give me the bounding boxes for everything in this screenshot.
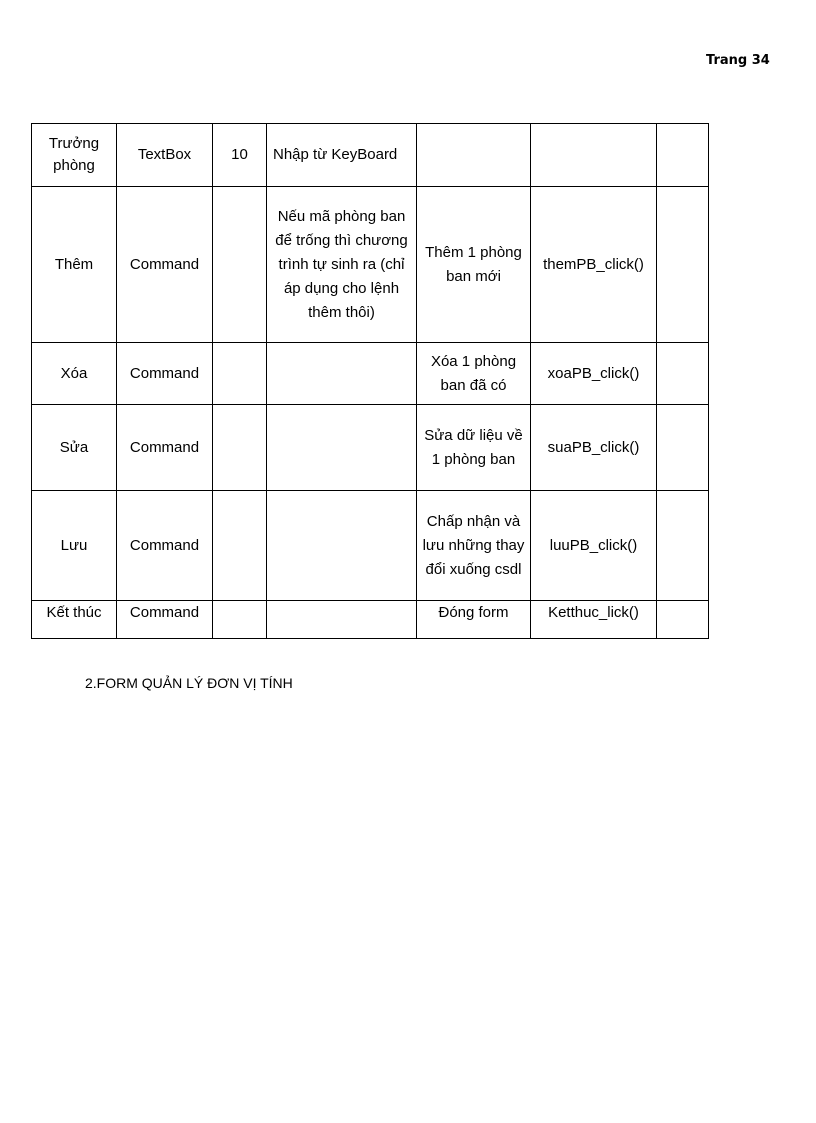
- cell-function: Xóa 1 phòng ban đã có: [417, 343, 531, 405]
- cell-note: [267, 601, 417, 639]
- cell-event: suaPB_click(): [531, 405, 657, 491]
- cell-name: Trưởng phòng: [32, 124, 117, 187]
- cell-event: xoaPB_click(): [531, 343, 657, 405]
- cell-name: Thêm: [32, 187, 117, 343]
- cell-size: [213, 187, 267, 343]
- cell-name: Sửa: [32, 405, 117, 491]
- page-number: Trang 34: [706, 53, 770, 68]
- table-row: [32, 343, 709, 405]
- cell-note: Nhập từ KeyBoard: [267, 124, 417, 187]
- cell-event: themPB_click(): [531, 187, 657, 343]
- cell-size: [213, 343, 267, 405]
- cell-extra: [657, 405, 709, 491]
- cell-function: Sửa dữ liệu về 1 phòng ban: [417, 405, 531, 491]
- cell-size: [213, 405, 267, 491]
- cell-function: Đóng form: [417, 601, 531, 639]
- control-spec-table: [31, 123, 709, 639]
- cell-extra: [657, 187, 709, 343]
- table-row: [32, 187, 709, 343]
- table-row: [32, 124, 709, 187]
- cell-event: Ketthuc_lick(): [531, 601, 657, 639]
- cell-extra: [657, 491, 709, 601]
- cell-note: [267, 405, 417, 491]
- cell-note: [267, 343, 417, 405]
- cell-event: [531, 124, 657, 187]
- table-row: [32, 601, 709, 639]
- table-row: [32, 405, 709, 491]
- cell-extra: [657, 601, 709, 639]
- cell-note: Nếu mã phòng ban để trống thì chương trình tự sinh ra (chỉ áp dụng cho lệnh thêm thôi): [267, 187, 417, 343]
- cell-function: Chấp nhận và lưu những thay đổi xuống csdl: [417, 491, 531, 601]
- cell-event: luuPB_click(): [531, 491, 657, 601]
- cell-type: TextBox: [117, 124, 213, 187]
- cell-extra: [657, 124, 709, 187]
- cell-type: Command: [117, 187, 213, 343]
- cell-name: Kết thúc: [32, 601, 117, 639]
- cell-type: Command: [117, 601, 213, 639]
- cell-extra: [657, 343, 709, 405]
- cell-type: Command: [117, 491, 213, 601]
- cell-size: [213, 491, 267, 601]
- table-row: [32, 491, 709, 601]
- cell-size: [213, 601, 267, 639]
- cell-size: 10: [213, 124, 267, 187]
- cell-name: Xóa: [32, 343, 117, 405]
- cell-type: Command: [117, 405, 213, 491]
- cell-type: Command: [117, 343, 213, 405]
- cell-function: Thêm 1 phòng ban mới: [417, 187, 531, 343]
- cell-note: [267, 491, 417, 601]
- cell-function: [417, 124, 531, 187]
- cell-name: Lưu: [32, 491, 117, 601]
- section-heading: 2.FORM QUẢN LÝ ĐƠN VỊ TÍNH: [85, 675, 293, 691]
